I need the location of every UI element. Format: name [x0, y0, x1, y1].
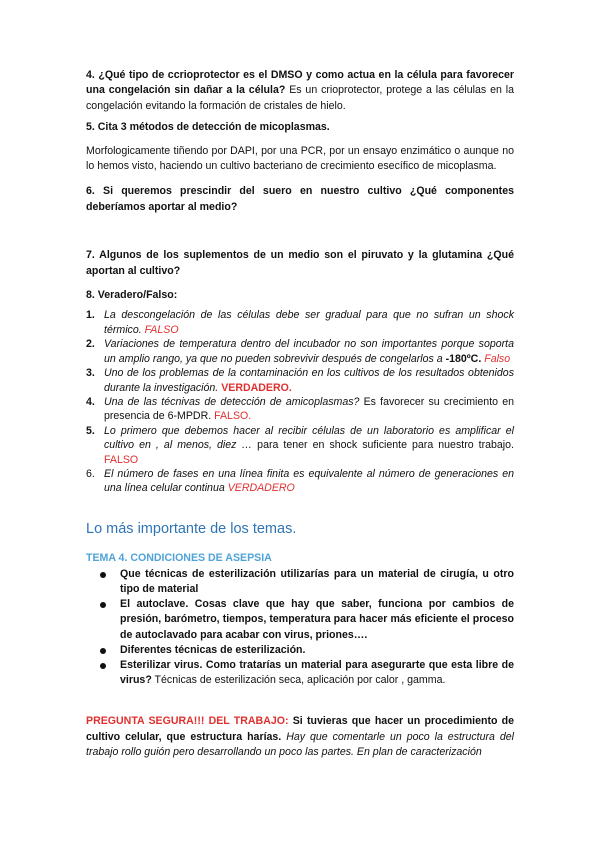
- question-7: 7. Algunos de los suplementos de un medio son el piruvato y la glutamina ¿Qué aportan al cultivo?: [86, 249, 514, 277]
- list-item: [86, 643, 514, 658]
- final-question: [86, 714, 514, 760]
- bullet-icon: [100, 572, 106, 578]
- item-answer: VERDADERO: [227, 482, 295, 495]
- bullet-icon: [100, 663, 106, 669]
- item-number: 3.: [86, 367, 95, 380]
- item-text: Una de las técnivas de detección de amicoplasmas?: [104, 395, 360, 408]
- item-answer: FALSO: [104, 453, 139, 466]
- list-item: [86, 308, 514, 337]
- tema-4-title: TEMA 4. CONDICIONES DE ASEPSIA: [86, 551, 272, 564]
- bullet-text-continued: Técnicas de esterilización seca, aplicación por calor , gamma.: [151, 674, 446, 687]
- final-question-label: PREGUNTA SEGURA!!! DEL TRABAJO:: [86, 715, 289, 728]
- tema-4-bullet-list: [86, 567, 514, 689]
- question-6: 6. Si queremos prescindir del suero en nuestro cultivo ¿Qué componentes deberíamos aportar al medio?: [86, 185, 514, 213]
- list-item: [86, 337, 514, 366]
- bullet-icon: [100, 648, 106, 654]
- item-number: 4.: [86, 395, 95, 408]
- question-4: [86, 68, 514, 114]
- item-text: Variaciones de temperatura dentro del incubador no son importantes porque soporta un amplio rango, ya que no pueden sobrevivir después de congelarlos a: [104, 338, 514, 365]
- list-item: [86, 567, 514, 597]
- bullet-icon: [100, 602, 106, 608]
- item-text-continued: Es favorecer su crecimiento en presencia de 6-MPDR.: [104, 395, 514, 423]
- question-4-answer: Es un crioprotector, protege a las células en la congelación evitando la formación de cristales de hielo.: [86, 84, 514, 112]
- item-number: 6.: [86, 467, 95, 480]
- question-5-answer: Morfologicamente tiñendo por DAPI, por una PCR, por un ensayo enzimático o aunque no lo hemos visto, haciendo un cultivo bacteriano de crecimiento esecífico de micoplasma.: [86, 144, 514, 173]
- bullet-text: El autoclave. Cosas clave que hay que saber, funciona por cambios de presión, barómetro, tiempos, temperatura para hacer más eficiente el proceso de autoclavado para acabar con virus, priones….: [120, 598, 514, 641]
- item-text: Lo primero que debemos hacer al recibir células de un laboratorio es amplificar el cultivo en , al menos, diez …: [104, 424, 514, 452]
- final-question-text: Si tuvieras que hacer un procedimiento de cultivo celular, que estructura harías.: [86, 715, 515, 743]
- item-text: Uno de los problemas de la contaminación en los cultivos de los resultados obtenidos durante la investigación.: [104, 367, 514, 394]
- question-5: 5. Cita 3 métodos de detección de micoplasmas.: [86, 121, 330, 134]
- bullet-text: Esterilizar virus. Como tratarías un material para asegurarte que esta libre de virus?: [120, 658, 514, 687]
- item-answer: FALSO: [144, 323, 179, 336]
- list-item: [86, 424, 514, 467]
- list-item: [86, 467, 514, 496]
- item-answer: VERDADERO.: [221, 381, 292, 394]
- question-4-text: 4. ¿Qué tipo de ccrioprotector es el DMSO y como actua en la célula para favorecer una congelación sin dañar a la célula?: [86, 69, 514, 97]
- list-item: [86, 395, 514, 424]
- list-item: [86, 658, 514, 688]
- list-item: [86, 366, 514, 395]
- document-page: [86, 68, 514, 761]
- item-text-continued: para tener en shock suficiente para nuestro trabajo.: [257, 439, 514, 452]
- final-question-note: Hay que comentarle un poco la estructura del trabajo rollo guión pero desarrollando un poco las partes. En plan de caracterización: [86, 730, 514, 759]
- bullet-text: Diferentes técnicas de esterilización.: [120, 643, 306, 656]
- item-text: La descongelación de las células debe ser gradual para que no sufran un shock térmico.: [104, 309, 514, 336]
- item-text: El número de fases en una línea finita es equivalente al número de generaciones en una línea celular continua: [104, 467, 514, 495]
- bullet-text: Que técnicas de esterilización utilizarías para un material de cirugía, u otro tipo de material: [120, 567, 514, 595]
- list-item: [86, 597, 514, 643]
- item-number: 5.: [86, 424, 95, 437]
- section-title: Lo más importante de los temas.: [86, 520, 297, 537]
- item-answer: FALSO.: [214, 410, 252, 423]
- true-false-list: [86, 308, 514, 495]
- item-number: 2.: [86, 338, 95, 351]
- item-number: 1.: [86, 309, 95, 322]
- question-8: 8. Veradero/Falso:: [86, 289, 178, 302]
- item-temperature: -180ºC.: [445, 352, 482, 365]
- item-answer: Falso: [484, 352, 511, 365]
